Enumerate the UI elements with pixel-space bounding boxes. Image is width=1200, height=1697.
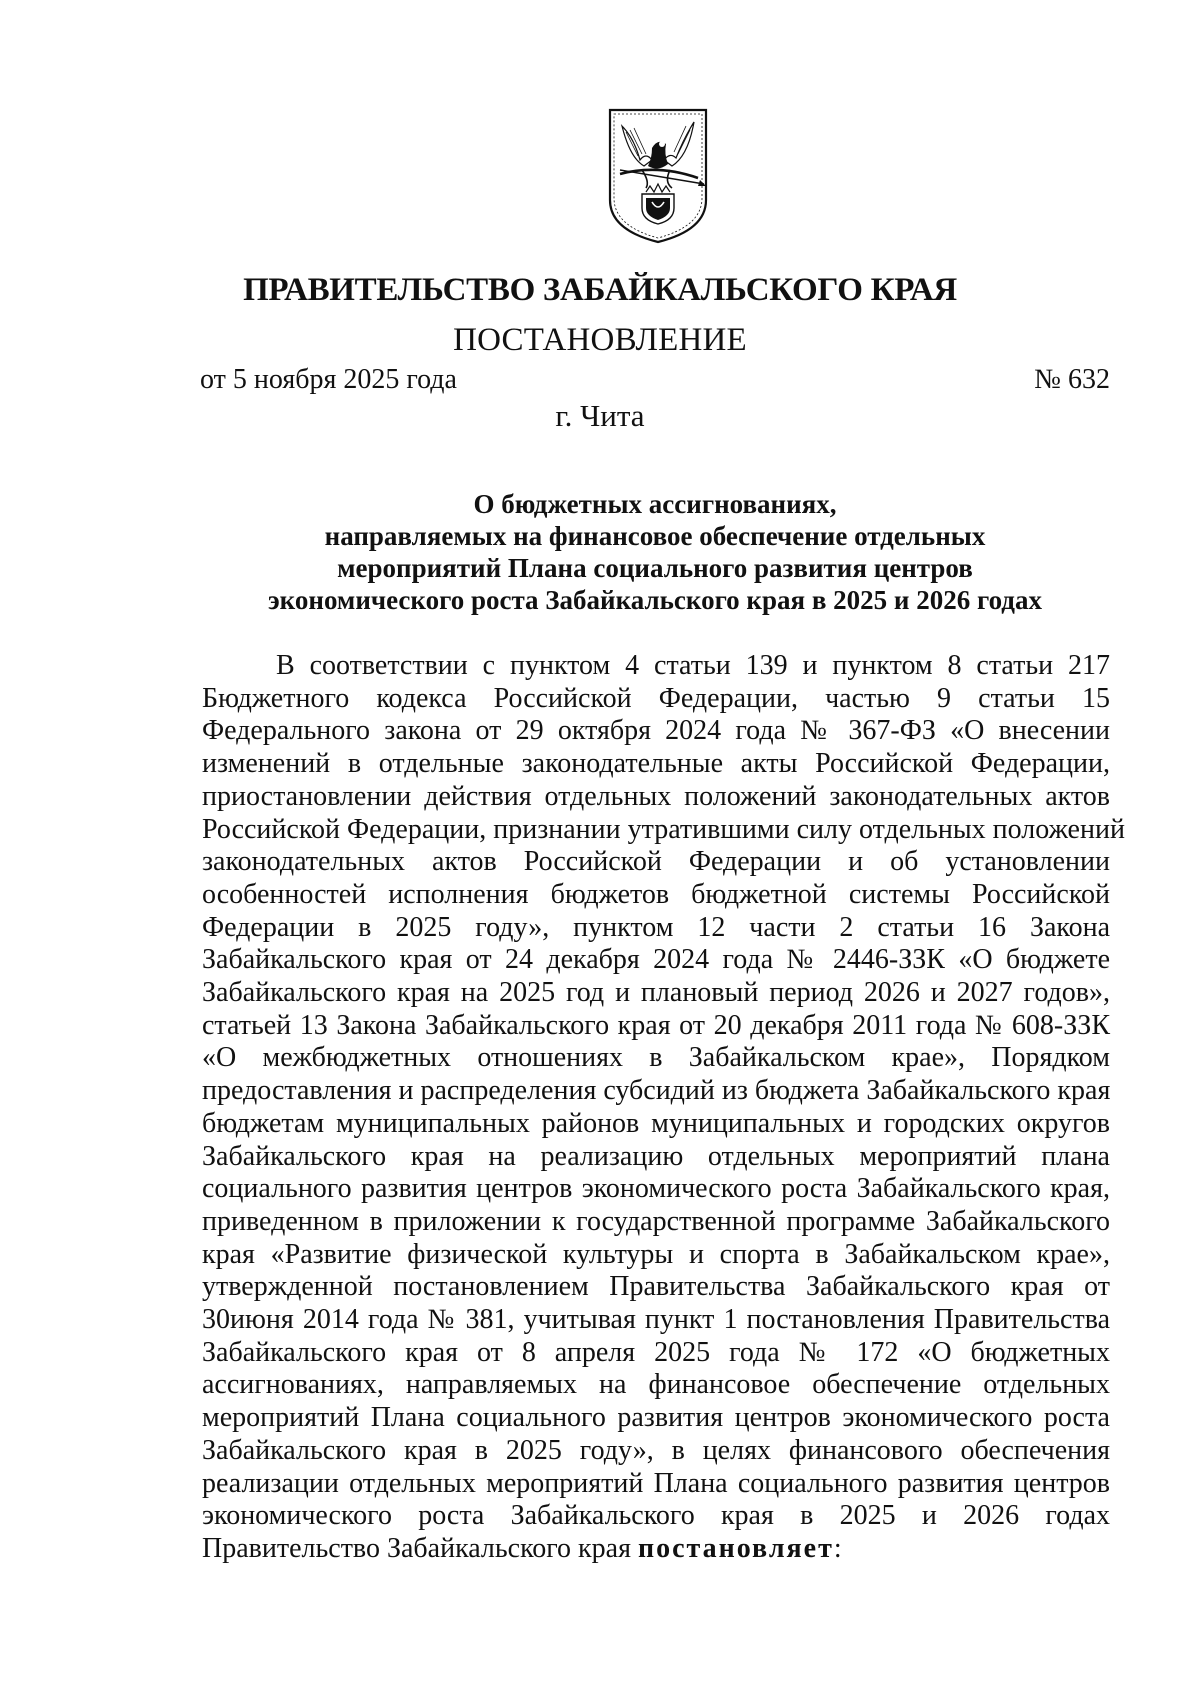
document-subject [200,488,1110,616]
document-type: ПОСТАНОВЛЕНИЕ [453,322,747,358]
body-line: Забайкальского края от 24 декабря 2024 года № 2446-ЗЗК «О бюджете [202,944,1110,976]
subject-line: мероприятий Плана социального развития центров [337,553,973,583]
document-city: г. Чита [555,398,645,433]
final-line-prefix: Правительство Забайкальского края [202,1532,638,1564]
body-line: «О межбюджетных отношениях в Забайкальском крае», Порядком [202,1042,1110,1074]
body-line: статьей 13 Закона Забайкальского края от 20 декабря 2011 года № 608-ЗЗК [202,1009,1110,1041]
body-line: Федерации в 2025 году», пунктом 12 части 2 статьи 16 Закона [202,911,1110,943]
body-line: ассигнованиях, направляемых на финансовое обеспечение отдельных [202,1369,1110,1401]
body-line: бюджетам муниципальных районов муниципальных и городских округов [202,1107,1110,1139]
body-line: мероприятий Плана социального развития центров экономического роста [202,1402,1110,1434]
body-line: изменений в отдельные законодательные акты Российской Федерации, [202,748,1110,780]
body-line: законодательных актов Российской Федерации и об установлении [202,846,1110,878]
body-line: Забайкальского края на реализацию отдельных мероприятий плана [202,1140,1110,1172]
subject-line: экономического роста Забайкальского края в 2025 и 2026 годах [268,585,1042,615]
body-line: реализации отдельных мероприятий Плана социального развития центров [202,1467,1110,1499]
body-line: утвержденной постановлением Правительства Забайкальского края от [202,1271,1110,1303]
document-body [202,650,1125,1566]
body-line: Забайкальского края на 2025 год и плановый период 2026 и 2027 годов», [202,977,1110,1009]
body-line: Бюджетного кодекса Российской Федерации, частью 9 статьи 15 [202,682,1110,714]
subject-line: направляемых на финансовое обеспечение отдельных [324,521,986,551]
document-number: № 632 [1034,364,1110,395]
body-line: Забайкальского края от 8 апреля 2025 года № 172 «О бюджетных [202,1336,1110,1368]
body-line: социального развития центров экономического роста Забайкальского края, [202,1173,1110,1205]
body-line-final [202,1533,1110,1566]
body-line: Российской Федерации, признании утратившими силу отдельных положений [202,813,1125,845]
body-line: особенностей исполнения бюджетов бюджетной системы Российской [202,878,1110,910]
body-line: экономического роста Забайкальского края в 2025 и 2026 годах [202,1500,1110,1532]
subject-line: О бюджетных ассигнованиях, [473,489,837,519]
body-line: приведенном в приложении к государственной программе Забайкальского [202,1205,1110,1237]
body-line: Федерального закона от 29 октября 2024 года № 367-ФЗ «О внесении [202,715,1110,747]
government-title: ПРАВИТЕЛЬСТВО ЗАБАЙКАЛЬСКОГО КРАЯ [243,272,957,308]
body-line: 30июня 2014 года № 381, учитывая пункт 1 постановления Правительства [202,1304,1110,1336]
body-line: предоставления и распределения субсидий из бюджета Забайкальского края [202,1075,1111,1107]
coat-of-arms-icon [606,108,710,244]
body-line: Забайкальского края в 2025 году», в целях финансового обеспечения [202,1434,1110,1466]
body-line: В соответствии с пунктом 4 статьи 139 и пунктом 8 статьи 217 [276,650,1110,681]
final-line-suffix: : [833,1532,842,1564]
resolution-word: постановляет [637,1532,834,1564]
body-line: края «Развитие физической культуры и спорта в Забайкальском крае», [202,1238,1110,1270]
body-line: приостановлении действия отдельных положений законодательных актов [202,780,1110,812]
document-date: от 5 ноября 2025 года [200,364,457,395]
